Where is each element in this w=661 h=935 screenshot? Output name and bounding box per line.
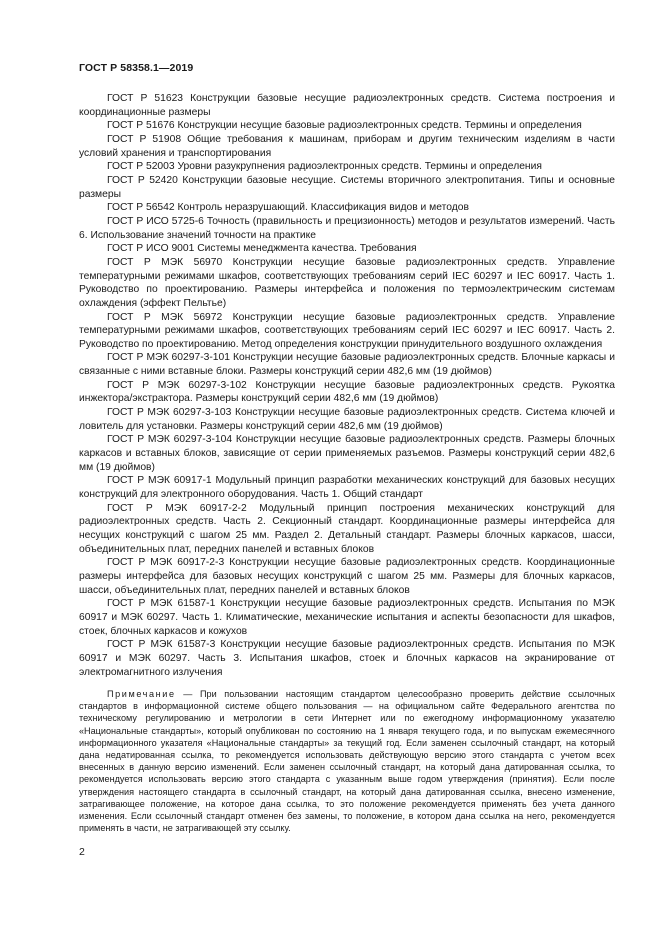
reference-item: ГОСТ Р 51908 Общие требования к машинам, приборам и другим техническим изделиям в части условий хранения и транспортирования — [79, 133, 615, 159]
reference-item: ГОСТ Р 56542 Контроль неразрушающий. Классификация видов и методов — [107, 202, 469, 214]
reference-item: ГОСТ Р МЭК 60917-2-3 Конструкции несущие базовые радиоэлектронных средств. Координационные размеры интерфейса для базовых несущих конструкций с шагом 25 мм. Размеры для блочных каркасов, шасси, объединительных плат, передних панелей и вставных блоков — [79, 557, 615, 596]
reference-item: ГОСТ Р МЭК 56970 Конструкции несущие базовые радиоэлектронных средств. Управление температурными режимами шкафов, соответствующих требованиям серий IEC 60297 и IEC 60917. Часть 1. Руководство по проектированию. Размеры интерфейса и положения по термоэлектрическим системам охлаждения (эффект Пельтье) — [79, 256, 615, 309]
page-number: 2 — [79, 846, 85, 858]
normative-references-list — [79, 92, 615, 679]
reference-item: ГОСТ Р МЭК 60297-3-103 Конструкции несущие базовые радиоэлектронных средств. Система ключей и ловитель для установки. Размеры конструкций серии 482,6 мм (19 дюймов) — [79, 407, 615, 432]
reference-item: ГОСТ Р МЭК 60297-3-104 Конструкции несущие базовые радиоэлектронных средств. Размеры блочных каркасов и вставных блоков, зависящие от серии применяемых разъемов. Размеры конструкций серии 482,6 мм (19 дюймов) — [79, 434, 615, 473]
reference-item: ГОСТ Р ИСО 9001 Системы менеджмента качества. Требования — [107, 243, 417, 255]
document-header: ГОСТ Р 58358.1—2019 — [79, 62, 194, 74]
reference-item: ГОСТ Р 52003 Уровни разукрупнения радиоэлектронных средств. Термины и определения — [107, 161, 542, 173]
reference-item: ГОСТ Р МЭК 61587-3 Конструкции несущие базовые радиоэлектронных средств. Испытания по МЭК 60917 и МЭК 60297. Часть 3. Испытания шкафов, стоек и блочных каркасов на экранирование от электромагнитного излучения — [79, 639, 615, 678]
note-text: — При пользовании настоящим стандартом целесообразно проверить действие ссылочных стандартов в информационной системе общего пользования — на официальном сайте Федерального агентства по техническому регулированию и метрологии в сети Интернет или по ежегодному информационному указателю «Национальные стандарты», который опубликован по состоянию на 1 января текущего года, и по выпускам ежемесячного информационного указателя «Национальные стандарты» за текущий год. Если заменен ссылочный стандарт, на который дана недатированная ссылка, то рекомендуется использовать действующую версию этого стандарта с учетом всех внесенных в данную версию изменений. Если заменен ссылочный стандарт, на который дана датированная ссылка, то рекомендуется использовать версию этого стандарта с указанным выше годом утверждения (принятия). Если после утверждения настоящего стандарта в ссылочный стандарт, на который дана датированная ссылка, внесено изменение, затрагивающее положение, на которое дана ссылка, то это положение рекомендуется применять без учета данного изменения. Если ссылочный стандарт отменен без замены, то положение, в котором дана ссылка на него, рекомендуется применять в части, не затрагивающей эту ссылку. — [79, 689, 615, 834]
reference-item: ГОСТ Р МЭК 60917-2-2 Модульный принцип построения механических конструкций для радиоэлектронных средств. Часть 2. Секционный стандарт. Координационные размеры интерфейса для несущих конструкций с шагом 25 мм. Раздел 2. Детальный стандарт. Размеры блочных каркасов, шасси, объединительных плат, передних панелей и вставных блоков — [79, 502, 615, 555]
reference-item: ГОСТ Р ИСО 5725-6 Точность (правильность и прецизионность) методов и результатов измерений. Часть 6. Использование значений точности на практике — [79, 215, 615, 241]
reference-item: ГОСТ Р МЭК 61587-1 Конструкции несущие базовые радиоэлектронных средств. Испытания по МЭК 60917 и МЭК 60297. Часть 1. Климатические, механические испытания и аспекты безопасности для шкафов, стоек, блочных каркасов и кожухов — [79, 598, 615, 637]
reference-item: ГОСТ Р 51623 Конструкции базовые несущие радиоэлектронных средств. Система построения и координационные размеры — [79, 93, 615, 118]
note-paragraph — [79, 688, 615, 834]
reference-item: ГОСТ Р МЭК 56972 Конструкции несущие базовые радиоэлектронных средств. Управление температурными режимами шкафов, соответствующих требованиям серий IEC 60297 и IEC 60917. Часть 2. Руководство по проектированию. Метод определения конструкции принудительного воздушного охлаждения — [79, 311, 615, 350]
reference-item: ГОСТ Р МЭК 60917-1 Модульный принцип разработки механических конструкций для базовых несущих конструкций для электронного оборудования. Часть 1. Общий стандарт — [79, 475, 615, 501]
reference-item: ГОСТ Р 52420 Конструкции базовые несущие. Системы вторичного электропитания. Типы и основные размеры — [79, 174, 615, 200]
reference-item: ГОСТ Р 51676 Конструкции несущие базовые радиоэлектронных средств. Термины и определения — [107, 120, 582, 132]
note-label: Примечание — [107, 689, 176, 699]
reference-item: ГОСТ Р МЭК 60297-3-102 Конструкции несущие базовые радиоэлектронных средств. Рукоятка инжектора/экстрактора. Размеры конструкций серии 482,6 мм (19 дюймов) — [79, 379, 615, 405]
reference-item: ГОСТ Р МЭК 60297-3-101 Конструкции несущие базовые радиоэлектронных средств. Блочные каркасы и связанные с ними вставные блоки. Размеры конструкций серии 482,6 мм (19 дюймов) — [79, 352, 615, 378]
